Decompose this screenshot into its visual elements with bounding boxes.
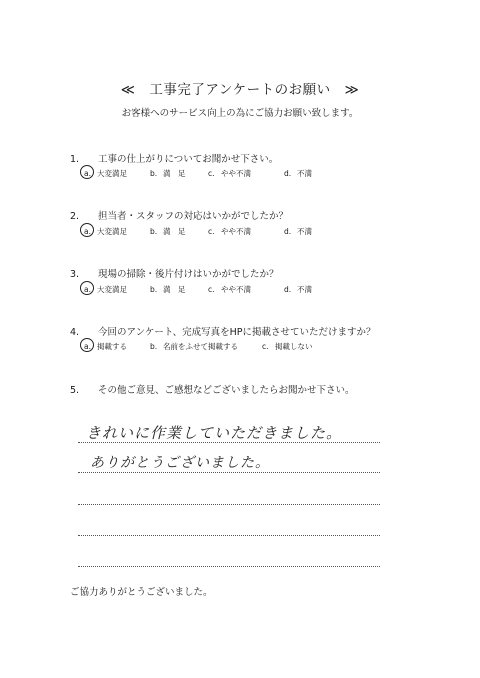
question-text: 現場の掃除・後片付けはいかがでしたか？ bbox=[98, 269, 279, 280]
comment-rule-1 bbox=[78, 442, 380, 443]
option-c[interactable]: c. 掲載しない bbox=[262, 342, 313, 351]
comment-rule-3 bbox=[78, 504, 380, 505]
question-number: 1. bbox=[70, 154, 80, 165]
selected-circle-mark bbox=[80, 223, 94, 237]
question-5 bbox=[70, 382, 355, 396]
question-3 bbox=[70, 266, 279, 280]
question-4 bbox=[70, 324, 375, 338]
option-b[interactable]: b. 満 足 bbox=[150, 285, 186, 294]
option-c[interactable]: c. やや不満 bbox=[208, 227, 251, 236]
option-c[interactable]: c. やや不満 bbox=[208, 285, 251, 294]
question-number: 4. bbox=[70, 327, 80, 338]
selected-circle-mark bbox=[80, 338, 94, 352]
option-a[interactable]: a. 掲載する bbox=[84, 341, 127, 352]
selected-circle-mark bbox=[80, 281, 94, 295]
page-title: ≪ 工事完了アンケートのお願い ≫ bbox=[120, 82, 360, 98]
selected-circle-mark bbox=[80, 165, 94, 179]
footer-thanks: ご協力ありがとうございました。 bbox=[70, 587, 213, 598]
comment-rule-4 bbox=[78, 535, 380, 536]
question-text: その他ご意見、ご感想などございましたらお聞かせ下さい。 bbox=[98, 385, 355, 396]
option-d[interactable]: d. 不満 bbox=[284, 169, 312, 178]
option-c[interactable]: c. やや不満 bbox=[208, 169, 251, 178]
question-text: 担当者・スタッフの対応はいかがでしたか？ bbox=[98, 211, 289, 222]
option-b[interactable]: b. 満 足 bbox=[150, 227, 186, 236]
handwritten-comment-line-1: きれいに作業していただきました。 bbox=[86, 424, 343, 442]
page-subtitle: お客様へのサービス向上の為にご協力お願い致します。 bbox=[121, 108, 359, 119]
handwritten-comment-line-2: ありがとうございました。 bbox=[90, 455, 270, 471]
comment-rule-2 bbox=[78, 472, 380, 473]
question-text: 工事の仕上がりについてお聞かせ下さい。 bbox=[98, 154, 279, 165]
option-b[interactable]: b. 満 足 bbox=[150, 169, 186, 178]
question-number: 3. bbox=[70, 269, 80, 280]
option-d[interactable]: d. 不満 bbox=[284, 285, 312, 294]
comment-rule-5 bbox=[78, 566, 380, 567]
question-number: 2. bbox=[70, 211, 80, 222]
option-b[interactable]: b. 名前をふせて掲載する bbox=[150, 342, 238, 351]
option-a[interactable]: a. 大変満足 bbox=[84, 226, 127, 237]
option-a[interactable]: a. 大変満足 bbox=[84, 284, 127, 295]
option-d[interactable]: d. 不満 bbox=[284, 227, 312, 236]
option-a[interactable]: a. 大変満足 bbox=[84, 168, 127, 179]
question-text: 今回のアンケート、完成写真をHPに掲載させていただけますか？ bbox=[98, 327, 376, 338]
question-2 bbox=[70, 208, 288, 222]
question-number: 5. bbox=[70, 385, 80, 396]
question-1 bbox=[70, 151, 278, 165]
